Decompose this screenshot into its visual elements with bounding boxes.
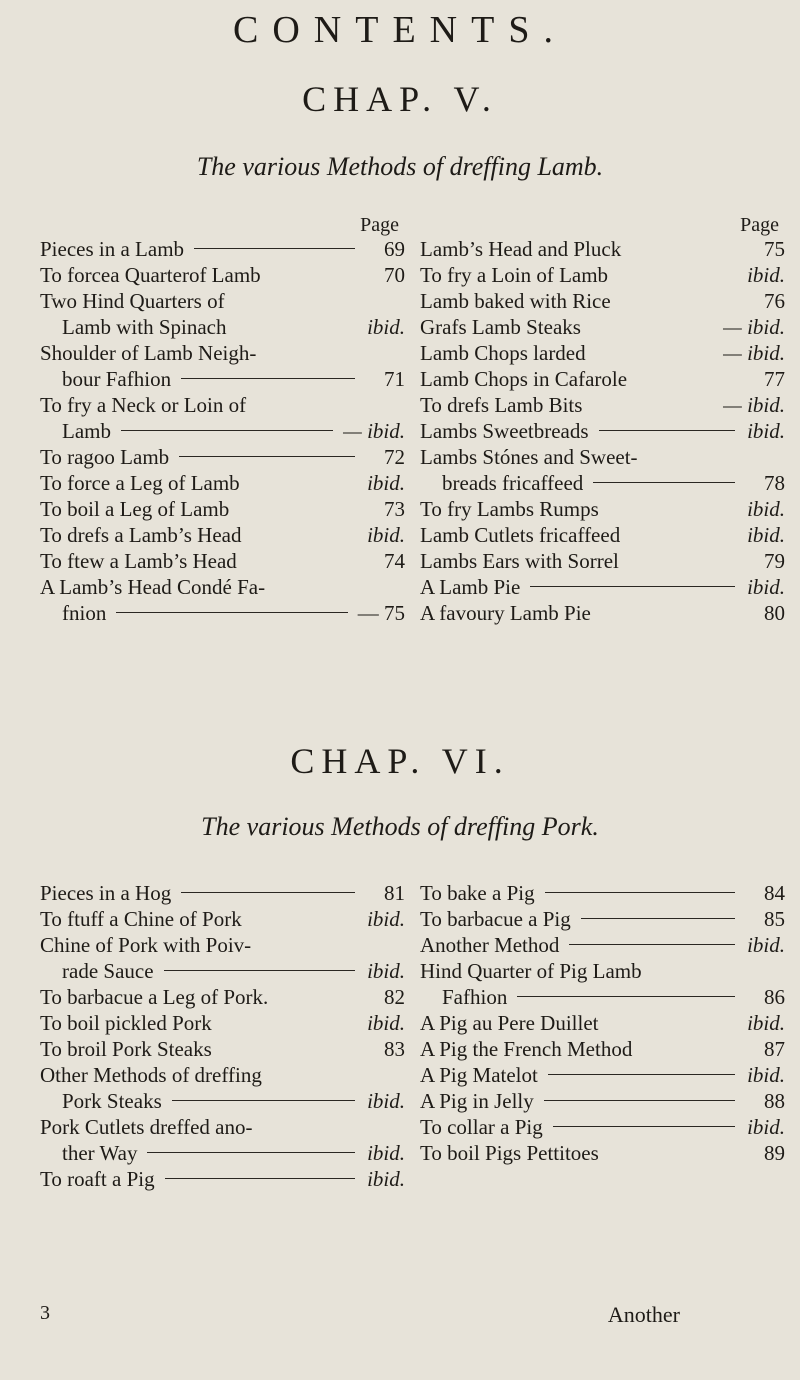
toc-entry — [40, 574, 405, 626]
toc-entry — [420, 906, 785, 932]
toc-entry-title: A favoury Lamb Pie — [420, 601, 591, 625]
toc-entry — [40, 340, 405, 392]
toc-entry-title: To bake a Pig — [420, 881, 535, 905]
toc-page-number: 89 — [764, 1141, 785, 1165]
toc-entry-title: To barbacue a Leg of Pork. — [40, 985, 269, 1009]
toc-entry-line — [40, 906, 405, 932]
toc-entry — [420, 236, 785, 262]
toc-page-number: — ibid. — [343, 419, 405, 443]
toc-entry — [40, 1036, 405, 1062]
toc-entry-title: Fafhion — [442, 985, 508, 1009]
toc-entry — [40, 392, 405, 444]
toc-entry-title: To boil pickled Pork — [40, 1011, 212, 1035]
toc-entry-line — [420, 418, 785, 444]
toc-entry-title: Another Method — [420, 933, 560, 957]
toc-page-number: ibid. — [367, 1167, 405, 1191]
toc-entry — [420, 1140, 785, 1166]
toc-entry-title: Hind Quarter of Pig Lamb — [420, 959, 642, 983]
toc-entry — [420, 262, 785, 288]
leader-dash — [569, 944, 735, 945]
toc-entry — [420, 1062, 785, 1088]
toc-page-number: ibid. — [367, 959, 405, 983]
toc-page-number: 71 — [384, 367, 405, 391]
toc-entry-title: Lamb Chops larded — [420, 341, 586, 365]
toc-entry-line — [40, 366, 405, 392]
toc-entry-title: fnion — [62, 601, 107, 625]
toc-entry — [40, 548, 405, 574]
toc-entry — [40, 444, 405, 470]
toc-entry-line — [420, 288, 785, 314]
toc-entry — [420, 1088, 785, 1114]
toc-entry — [420, 880, 785, 906]
toc-page-number: ibid. — [747, 263, 785, 287]
signature-mark: 3 — [40, 1302, 50, 1324]
toc-page-number: ibid. — [747, 523, 785, 547]
toc-entry-title: To barbacue a Pig — [420, 907, 571, 931]
toc-entry — [420, 1036, 785, 1062]
toc-page-number: ibid. — [747, 419, 785, 443]
toc-entry — [420, 340, 785, 366]
toc-entry-title: Chine of Pork with Poiv- — [40, 933, 252, 957]
toc-page-number: 78 — [764, 471, 785, 495]
toc-entry-title: To fry a Neck or Loin of — [40, 393, 247, 417]
toc-page-number: ibid. — [367, 1089, 405, 1113]
leader-dash — [181, 892, 355, 893]
toc-entry-title: A Lamb’s Head Condé Fa- — [40, 575, 266, 599]
toc-entry-line — [420, 262, 785, 288]
toc-entry-line — [40, 444, 405, 470]
toc-page-number: ibid. — [747, 1115, 785, 1139]
toc-entry-line — [420, 906, 785, 932]
toc-entry — [40, 984, 405, 1010]
toc-entry-line — [40, 600, 405, 626]
toc-page-number: 84 — [764, 881, 785, 905]
toc-entry-title: Lamb — [62, 419, 111, 443]
toc-page-number: — ibid. — [723, 393, 785, 417]
toc-page-number: ibid. — [367, 1011, 405, 1035]
toc-entry-title: Lambs Stónes and Sweet- — [420, 445, 638, 469]
toc-page-number: ibid. — [367, 471, 405, 495]
toc-page-number: 75 — [764, 237, 785, 261]
toc-entry-title: Lambs Sweetbreads — [420, 419, 589, 443]
toc-page-number: 73 — [384, 497, 405, 521]
toc-entry — [40, 262, 405, 288]
toc-entry — [420, 496, 785, 522]
toc-entry — [40, 1114, 405, 1166]
page-label: Page — [740, 214, 779, 236]
catchword: Another — [607, 1302, 680, 1327]
toc-page-number: 74 — [384, 549, 405, 573]
leader-dash — [593, 482, 735, 483]
leader-dash — [544, 1100, 735, 1101]
toc-entry — [40, 236, 405, 262]
leader-dash — [581, 918, 735, 919]
toc-entry — [40, 932, 405, 984]
toc-page-number: 83 — [384, 1037, 405, 1061]
toc-page-number: 88 — [764, 1089, 785, 1113]
toc-page-number: 85 — [764, 907, 785, 931]
toc-entry — [420, 444, 785, 496]
toc-entry — [420, 392, 785, 418]
chapter-5-left-column — [40, 212, 405, 626]
toc-entry-line — [420, 1114, 785, 1140]
toc-entry-line — [420, 600, 785, 626]
toc-entry-title: Lamb baked with Rice — [420, 289, 611, 313]
toc-entry-title: Shoulder of Lamb Neigh- — [40, 341, 257, 365]
toc-entry-line — [420, 1062, 785, 1088]
toc-entry-title: To drefs a Lamb’s Head — [40, 523, 242, 547]
toc-entry-line — [40, 1140, 405, 1166]
toc-entry-line — [40, 958, 405, 984]
toc-entry — [420, 1114, 785, 1140]
toc-entry — [40, 880, 405, 906]
leader-dash — [121, 430, 333, 431]
toc-entry — [40, 906, 405, 932]
toc-page-number: — 75 — [357, 601, 405, 625]
toc-entry-line-continued — [40, 574, 405, 600]
toc-entry-title: To collar a Pig — [420, 1115, 543, 1139]
toc-entry-line-continued — [40, 340, 405, 366]
toc-entry-title: Lamb’s Head and Pluck — [420, 237, 622, 261]
leader-dash — [545, 892, 735, 893]
leader-dash — [147, 1152, 355, 1153]
toc-entry-line — [420, 880, 785, 906]
toc-entry-title: Pork Steaks — [62, 1089, 162, 1113]
toc-entry-line-continued — [40, 1114, 405, 1140]
toc-page-number: 87 — [764, 1037, 785, 1061]
chapter-5-subtitle: The various Methods of dreffing Lamb. — [196, 152, 604, 181]
toc-entry-title: Pieces in a Hog — [40, 881, 172, 905]
toc-page-number: ibid. — [367, 907, 405, 931]
chapter-6-subtitle: The various Methods of dreffing Pork. — [201, 812, 599, 841]
chapter-6-title: CHAP. VI. — [290, 741, 510, 781]
leader-dash — [553, 1126, 735, 1127]
toc-entry — [420, 958, 785, 1010]
chapter-5-right-column — [420, 212, 785, 626]
toc-entry-line — [420, 1010, 785, 1036]
running-header: CONTENTS. — [233, 9, 567, 51]
toc-entry — [420, 600, 785, 626]
toc-entry-title: ther Way — [62, 1141, 138, 1165]
toc-entry — [40, 1062, 405, 1114]
toc-entry-line — [420, 932, 785, 958]
toc-entry-line — [420, 314, 785, 340]
leader-dash — [179, 456, 355, 457]
toc-page-number: 77 — [764, 367, 785, 391]
toc-page-number: ibid. — [747, 1011, 785, 1035]
toc-entry-line — [40, 236, 405, 262]
toc-entry — [420, 418, 785, 444]
toc-entry-title: To fry a Loin of Lamb — [420, 263, 609, 287]
leader-dash — [530, 586, 735, 587]
toc-entry-line — [420, 1140, 785, 1166]
toc-list — [420, 880, 785, 1166]
leader-dash — [116, 612, 347, 613]
toc-page-number: ibid. — [747, 933, 785, 957]
page-label: Page — [360, 214, 399, 236]
toc-page-number: 72 — [384, 445, 405, 469]
leader-dash — [599, 430, 735, 431]
toc-entry-line — [40, 984, 405, 1010]
chapter-5-title: CHAP. V. — [302, 79, 498, 119]
toc-entry-title: To fry Lambs Rumps — [420, 497, 599, 521]
toc-entry — [420, 548, 785, 574]
toc-entry-title: Lamb with Spinach — [62, 315, 227, 339]
toc-entry-line — [40, 522, 405, 548]
toc-entry-title: To broil Pork Steaks — [40, 1037, 212, 1061]
toc-entry-title: A Pig Matelot — [420, 1063, 538, 1087]
toc-page-number: 76 — [764, 289, 785, 313]
toc-page-number: 79 — [764, 549, 785, 573]
toc-list — [420, 236, 785, 626]
toc-entry-line — [40, 262, 405, 288]
toc-entry-title: rade Sauce — [62, 959, 154, 983]
toc-entry-title: Grafs Lamb Steaks — [420, 315, 581, 339]
toc-entry-title: Lambs Ears with Sorrel — [420, 549, 619, 573]
toc-page-number: 80 — [764, 601, 785, 625]
toc-page-number: ibid. — [367, 1141, 405, 1165]
toc-entry-line — [40, 1088, 405, 1114]
toc-entry-line — [420, 984, 785, 1010]
toc-entry — [40, 470, 405, 496]
toc-entry-line — [40, 880, 405, 906]
toc-entry-line — [420, 1088, 785, 1114]
toc-entry-title: Two Hind Quarters of — [40, 289, 225, 313]
toc-entry-title: To ftew a Lamb’s Head — [40, 549, 237, 573]
leader-dash — [172, 1100, 355, 1101]
chapter-6-right-column — [420, 880, 785, 1166]
toc-entry-line — [40, 470, 405, 496]
toc-entry-line — [420, 392, 785, 418]
toc-entry — [40, 1010, 405, 1036]
toc-entry-title: Other Methods of dreffing — [40, 1063, 262, 1087]
toc-list — [40, 236, 405, 626]
toc-entry-title: Pork Cutlets dreffed ano- — [40, 1115, 253, 1139]
toc-entry-title: A Lamb Pie — [420, 575, 521, 599]
toc-entry — [40, 522, 405, 548]
toc-entry — [40, 496, 405, 522]
toc-entry-line — [420, 236, 785, 262]
toc-entry — [420, 1010, 785, 1036]
toc-entry-title: To forcea Quarterof Lamb — [40, 263, 261, 287]
toc-page-number: ibid. — [747, 497, 785, 521]
toc-entry-line — [420, 548, 785, 574]
toc-entry-title: Lamb Chops in Cafarole — [420, 367, 628, 391]
leader-dash — [548, 1074, 735, 1075]
toc-entry-title: A Pig au Pere Duillet — [420, 1011, 599, 1035]
toc-entry-line-continued — [420, 958, 785, 984]
toc-entry-line — [420, 496, 785, 522]
toc-entry — [420, 288, 785, 314]
toc-entry — [420, 314, 785, 340]
toc-page-number: 86 — [764, 985, 785, 1009]
toc-page-number: ibid. — [367, 523, 405, 547]
toc-page-number: ibid. — [747, 1063, 785, 1087]
toc-page-number: — ibid. — [723, 341, 785, 365]
leader-dash — [164, 970, 355, 971]
toc-page-number: 82 — [384, 985, 405, 1009]
toc-entry-title: Pieces in a Lamb — [40, 237, 185, 261]
toc-entry-line-continued — [420, 444, 785, 470]
toc-entry-line — [420, 522, 785, 548]
toc-entry-line-continued — [40, 1062, 405, 1088]
toc-entry-title: To force a Leg of Lamb — [40, 471, 240, 495]
leader-dash — [181, 378, 355, 379]
toc-entry-title: A Pig in Jelly — [420, 1089, 534, 1113]
toc-entry-title: To ftuff a Chine of Pork — [40, 907, 242, 931]
toc-page-number: ibid. — [747, 575, 785, 599]
toc-entry-line-continued — [40, 932, 405, 958]
toc-entry — [40, 288, 405, 340]
toc-entry-line — [420, 574, 785, 600]
toc-entry-line — [40, 314, 405, 340]
toc-entry — [420, 932, 785, 958]
toc-entry-title: To drefs Lamb Bits — [420, 393, 583, 417]
toc-entry-title: Lamb Cutlets fricaffeed — [420, 523, 621, 547]
toc-entry-title: To boil Pigs Pettitoes — [420, 1141, 599, 1165]
toc-entry-line-continued — [40, 288, 405, 314]
toc-page-number: ibid. — [367, 315, 405, 339]
toc-entry-line — [420, 1036, 785, 1062]
toc-entry-line — [40, 1166, 405, 1192]
leader-dash — [517, 996, 735, 997]
toc-page-number: 69 — [384, 237, 405, 261]
toc-page-number: 70 — [384, 263, 405, 287]
toc-entry — [40, 1166, 405, 1192]
toc-entry-line — [420, 470, 785, 496]
toc-page-number: — ibid. — [723, 315, 785, 339]
toc-entry-line — [40, 548, 405, 574]
toc-entry-title: breads fricaffeed — [442, 471, 584, 495]
leader-dash — [194, 248, 355, 249]
chapter-6-left-column — [40, 880, 405, 1192]
toc-entry-title: bour Fafhion — [62, 367, 172, 391]
toc-entry-line — [420, 366, 785, 392]
toc-entry — [420, 522, 785, 548]
toc-entry-title: To roaft a Pig — [40, 1167, 155, 1191]
toc-entry-line-continued — [40, 392, 405, 418]
toc-entry-line — [40, 1036, 405, 1062]
toc-entry-title: A Pig the French Method — [420, 1037, 633, 1061]
toc-entry-title: To boil a Leg of Lamb — [40, 497, 230, 521]
toc-entry — [420, 574, 785, 600]
toc-page-number: 81 — [384, 881, 405, 905]
leader-dash — [165, 1178, 355, 1179]
toc-entry-line — [420, 340, 785, 366]
toc-entry-line — [40, 496, 405, 522]
toc-entry — [420, 366, 785, 392]
toc-entry-title: To ragoo Lamb — [40, 445, 170, 469]
toc-entry-line — [40, 418, 405, 444]
toc-list — [40, 880, 405, 1192]
toc-entry-line — [40, 1010, 405, 1036]
